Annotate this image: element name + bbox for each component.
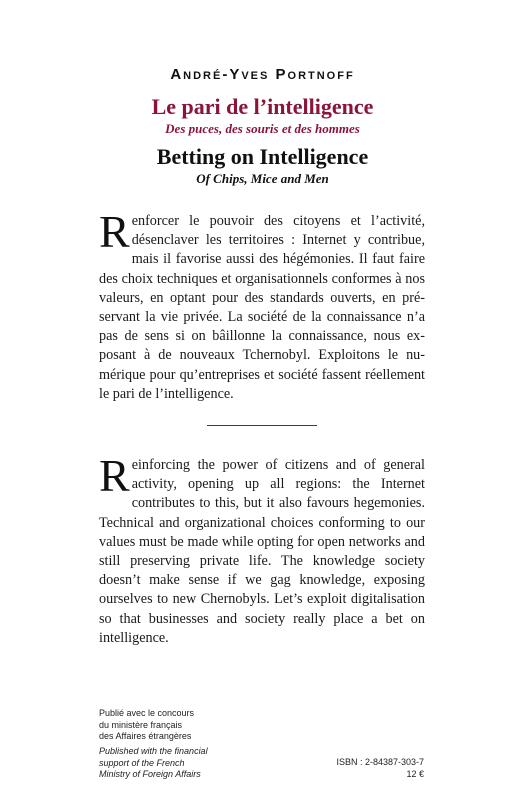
- publisher-note-english: [99, 746, 259, 781]
- isbn-number: ISBN : 2-84387-303-7: [336, 757, 424, 767]
- english-paragraph-text: einforcing the power of citizens and of general activity, opening up all regions: the Internet contributes to this, but it also favours hegemonies. Technical and organizational choices conforming to our values must be made while opting for open networks and still preserving private life. The knowledge society doesn’t make sense if we gag knowledge, exposing ourselves to new Chernobyls. Let’s exploit digitalisation so that businesses and society really place a bet on intelligence.: [99, 457, 425, 646]
- english-paragraph: [99, 450, 425, 648]
- title-english: Betting on Intelligence: [156, 144, 369, 169]
- title-french: Le pari de l’intelligence: [151, 94, 374, 119]
- price: 12 €: [406, 768, 424, 779]
- isbn-price-block: [300, 757, 424, 780]
- subtitle-english: Of Chips, Mice and Men: [196, 171, 329, 186]
- english-dropcap: R: [99, 450, 130, 501]
- french-paragraph-text: enforcer le pouvoir des citoyens et l’activité, désenclaver les territoires : Internet y contribue, mais il favorise aussi des hégémonies. Il faut faire des choix techniques et organisationnels conformes à nos valeurs, en optant pour des standards ouverts, en préservant la vie privée. La société de la connaissance n’a pas de sens si on bâillonne la connaissance, nous exposant à de nouveaux Tchernobyl. Exploitons le numérique pour qu’entreprises et société fassent réellement le pari de l’intelligence.: [99, 213, 425, 402]
- french-paragraph: [99, 206, 425, 404]
- publisher-note-line: Published with the financial: [99, 746, 208, 756]
- publisher-note-line: Publié avec le concours: [99, 708, 195, 718]
- publisher-note-line: Ministry of Foreign Affairs: [99, 769, 201, 779]
- author-name: André-Yves Portnoff: [170, 66, 355, 83]
- publisher-note-line: des Affaires étrangères: [99, 731, 192, 741]
- french-dropcap: R: [99, 206, 130, 257]
- publisher-note-line: support of the French: [99, 757, 185, 768]
- subtitle-french: Des puces, des souris et des hommes: [165, 121, 360, 136]
- publisher-note-line: du ministère français: [99, 719, 183, 730]
- publisher-note-french: [99, 708, 259, 743]
- section-divider: [207, 425, 317, 426]
